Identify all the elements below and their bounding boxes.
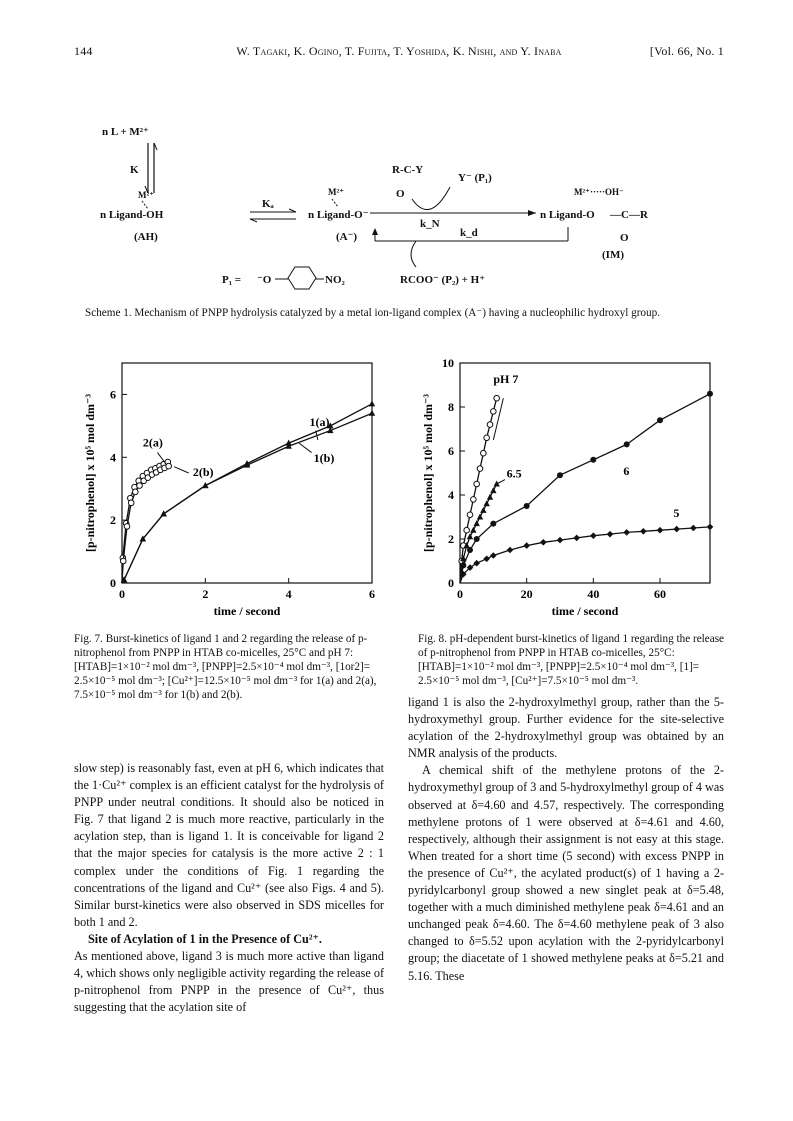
figure-7-caption: Fig. 7. Burst-kinetics of ligand 1 and 2 regarding the release of p-nitrophenol from PNPP in HTAB co-micelles, 25°C and pH 7: [HTAB]=1×10⁻² mol dm⁻³, [PNPP]=2.5×10⁻⁴ mol dm⁻³, [1or2]= 2.5×10⁻⁵ mol dm⁻³; [Cu²⁺]=12.5×10⁻⁵ mol dm⁻³ for 1(a) and 2(a), 7.5×10⁻⁵ mol dm⁻³ for 1(b) and 2(b). [74,633,377,701]
figure-8 [418,355,728,625]
data-point-6.5 [480,507,486,513]
y-tick-label: 6 [448,444,454,458]
scheme-acyl-O: O [396,188,405,200]
data-point-pH 7 [477,466,483,472]
x-axis-label: time / second [213,604,281,618]
y-axis-label: [p-nitrophenol] x 10⁵ mol dm⁻³ [421,394,435,552]
scheme-CR-O: O [620,232,629,244]
data-point-5 [607,531,614,538]
data-point-1(a) [369,400,375,406]
data-point-6.5 [470,527,476,533]
data-point-pH 7 [481,450,487,456]
y-axis-label: [p-nitrophenol] x 10⁵ mol dm⁻³ [83,394,97,552]
right-paragraph-2: A chemical shift of the methylene protons of the 2-hydroxymethyl group of 3 and 5-hydroxylmethyl group of 4 was observed at δ=4.60 and 4.57, respectively. The corresponding methylene protons of 1 were observed at δ=4.61 and 4.60, respectively, although their assignment is not easy at this stage. When treated for a short time (5 second) with excess PNPP in the presence of Cu²⁺, the acylated product(s) of 1 having a 2-pyridylcarbonyl group showed a new singlet peak at δ=5.48, together with a much diminished methylene peak δ=4.61 and an unchanged peak δ=4.60. The δ=4.60 methylene peak of 3 also changed to δ=5.52 upon acylation with the 2-pyridylcarbonyl group; the diacetate of 1 showed methylene peaks at δ=5.21 and 5.16. These [408,763,724,983]
page-number: 144 [74,44,93,58]
data-point-5 [473,560,480,567]
data-point-6.5 [490,487,496,493]
y-tick-label: 2 [110,513,116,528]
figure-8-caption: Fig. 8. pH-dependent burst-kinetics of ligand 1 regarding the release of p-nitrophenol from PNPP in HTAB co-micelles, 25°C: [HTAB]=1×10⁻² mol dm⁻³, [PNPP]=2.5×10⁻⁴ mol dm⁻³, [1]= 2.5×10⁻⁵ mol dm⁻³, [Cu²⁺]=7.5×10⁻⁵ mol dm⁻³. [418,633,725,687]
data-point-6 [524,503,530,509]
data-point-2(b) [120,558,126,564]
x-tick-label: 40 [587,587,600,601]
scheme-Ka: Kₐ [262,198,274,210]
scheme-P1: P₁ = [222,274,242,286]
data-point-pH 7 [467,512,473,518]
scheme-AH: (AH) [134,231,158,243]
label-leader [497,480,505,484]
data-point-5 [690,525,697,532]
data-point-5 [573,535,580,542]
data-point-6.5 [483,500,489,506]
series-label-2(b): 2(b) [192,465,214,480]
data-point-pH 7 [464,527,470,533]
scheme-acyl: R-C-Y [392,164,424,176]
data-point-5 [640,528,647,535]
scheme-K: K [130,164,139,176]
data-point-2(b) [128,500,134,506]
series-label-6.5: 6.5 [506,466,522,481]
scheme-1 [100,115,700,295]
data-point-6 [490,521,496,527]
x-tick-label: 60 [654,587,666,601]
x-tick-label: 0 [119,587,125,601]
data-point-5 [557,537,564,544]
data-point-pH 7 [474,481,480,487]
series-label-6: 6 [623,464,630,479]
series-line-5 [460,527,710,583]
scheme-kd: k_d [460,227,478,239]
data-point-6 [467,547,473,553]
y-tick-label: 10 [442,356,454,370]
scheme-Aminus: (A⁻) [336,231,358,243]
x-tick-label: 2 [202,587,209,601]
data-point-2(b) [166,463,172,469]
header-authors: W. Tagaki, K. Ogino, T. Fujita, T. Yoshida, K. Nishi, and Y. Inaba [236,44,562,58]
scheme-P2: RCOO⁻ (P₂) + H⁺ [400,274,486,286]
header-volume: [Vol. 66, No. 1 [649,44,724,58]
label-leader [174,467,189,473]
data-point-6 [460,562,466,568]
data-point-5 [483,556,490,563]
scheme-M-A: M²⁺ [328,187,344,197]
y-tick-label: 2 [448,532,454,546]
x-tick-label: 20 [520,587,533,601]
y-tick-label: 4 [448,488,454,502]
data-point-pH 7 [487,422,493,428]
scheme-caption: Scheme 1. Mechanism of PNPP hydrolysis catalyzed by a metal ion-ligand complex (A⁻) having a nucleophilic hydroxyl group. [85,307,660,319]
scheme-M-OH: M²⁺·····OH⁻ [574,187,624,197]
x-axis-label: time / second [551,604,619,618]
scheme-NO2: NO₂ [325,274,345,286]
right-paragraph-1: ligand 1 is also the 2-hydroxylmethyl group, rather than the 5-hydroxymethyl group. Further evidence for the site-selective acylation of the 2-hydroxylmethyl group was obtained by an NMR analysis of the products. [408,695,724,761]
y-tick-label: 0 [110,576,116,590]
data-point-6 [624,441,630,447]
data-point-5 [540,539,547,546]
series-label-1(b): 1(b) [313,451,335,465]
series-label-pH 7: pH 7 [493,371,519,386]
data-point-2(b) [124,524,130,530]
series-label-5: 5 [673,506,680,520]
x-tick-label: 0 [457,587,463,601]
data-point-pH 7 [471,497,477,503]
data-point-2(b) [133,489,139,495]
data-point-2(b) [137,483,143,489]
y-tick-label: 8 [448,400,454,414]
data-point-6 [590,457,596,463]
data-point-5 [490,552,497,559]
right-column [408,694,724,985]
data-point-5 [623,529,630,536]
data-point-5 [673,526,680,533]
scheme-Y: Y⁻ (P₁) [458,172,492,184]
data-point-6 [557,472,563,478]
scheme-kN: k_N [420,218,440,230]
data-point-5 [707,524,714,531]
scheme-ligand-O2: n Ligand-O [540,209,595,221]
series-label-1(a): 1(a) [309,414,330,429]
data-point-5 [590,532,597,539]
scheme-P1-O: ⁻O [257,274,272,286]
data-point-5 [657,527,664,534]
data-point-pH 7 [491,409,497,415]
data-point-6.5 [477,514,483,520]
left-paragraph-2: As mentioned above, ligand 3 is much more active than ligand 4, which shows only negligible activity regarding the release of p-nitrophenol from PNPP in the presence of Cu²⁺, thus suggesting that the acylation site of [74,949,384,1015]
series-label-2(a): 2(a) [142,435,163,450]
data-point-6 [474,536,480,542]
x-tick-label: 4 [285,587,292,601]
data-point-6 [657,417,663,423]
y-tick-label: 6 [110,387,116,402]
data-point-5 [523,542,530,549]
data-point-1(b) [160,510,166,516]
data-point-6.5 [467,533,473,539]
y-tick-label: 0 [448,576,454,590]
data-point-6 [707,391,713,397]
data-point-6.5 [487,494,493,500]
left-paragraph-1: slow step) is reasonably fast, even at pH 6, which indicates that the 1·Cu²⁺ complex is an efficient catalyst for the hydrolysis of PNPP under neutral conditions. It should also be noticed in Fig. 7 that ligand 2 is much more reactive, particularly in the acylation step, than is ligand 1. It is conceivable for ligand 2 that the major species for catalysis is the more active 2 : 1 complex under the conditions of Fig. 1 regarding the concentrations of the ligand and Cu²⁺ (see also Figs. 4 and 5). Similar burst-kinetics were also observed in SDS micelles for both 1 and 2. [74,761,384,929]
data-point-pH 7 [484,435,490,441]
figure-7 [80,355,390,625]
section-heading: Site of Acylation of 1 in the Presence of Cu²⁺. [88,931,322,946]
scheme-IM: (IM) [602,249,624,261]
x-tick-label: 6 [369,587,375,601]
y-tick-label: 4 [110,450,116,465]
scheme-ligand-O: n Ligand-O⁻ [308,209,369,221]
label-leader [299,443,312,452]
series-line-1(a) [122,404,372,583]
scheme-CR: —C—R [610,209,648,221]
data-point-6.5 [473,520,479,526]
data-point-pH 7 [494,395,500,401]
scheme-M-AH: M²⁺ [138,190,154,200]
scheme-eq-top: n L + M²⁺ [102,126,149,138]
data-point-1(b) [369,410,375,416]
left-column [74,760,384,1016]
scheme-ligand-OH: n Ligand-OH [100,209,164,221]
data-point-5 [507,547,514,554]
